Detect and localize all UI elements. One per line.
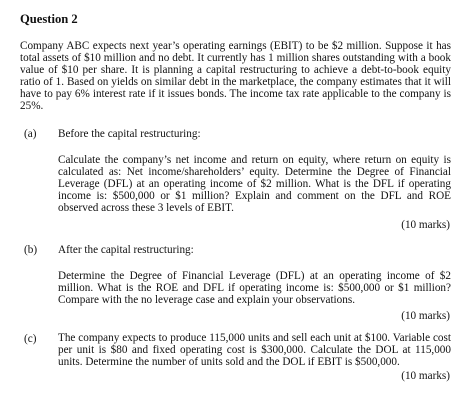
part-b-body: Determine the Degree of Financial Leverage (DFL) at an operating income of $2 million. What is the ROE and DFL if operating income is: $500,000 or $1 million? Compare with the no leverage case and explain your observations. [58, 270, 451, 306]
part-a-body: Calculate the company’s net income and return on equity, where return on equity is calculated as: Net income/shareholders’ equity. Determine the Degree of Financial Leverage (DFL) at an operating income of $2 million. What is the DFL if operating income is: $500,000 or $1 million? Explain and comment on the DFL and ROE observed across these 3 levels of EBIT. [58, 154, 451, 214]
question-title: Question 2 [20, 12, 78, 26]
part-b-marker: (b) [24, 244, 38, 256]
part-b-lead: After the capital restructuring: [58, 244, 194, 256]
part-a-lead: Before the capital restructuring: [58, 128, 201, 140]
part-c-body: The company expects to produce 115,000 units and sell each unit at $100. Variable cost per unit is $80 and fixed operating cost is $300,000. Calculate the DOL at 115,000 units. Determine the number of units sold and the DOL if EBIT is $500,000. [58, 332, 451, 368]
part-a-marks: (10 marks) [401, 219, 450, 231]
part-a-marker: (a) [24, 128, 37, 140]
part-c-marks: (10 marks) [401, 370, 450, 382]
part-c-marker: (c) [24, 333, 37, 345]
part-b-marks: (10 marks) [401, 310, 450, 322]
question-intro: Company ABC expects next year’s operating earnings (EBIT) to be $2 million. Suppose it has total assets of $10 million and no debt. It currently has 1 million shares outstanding with a book value of $10 per share. It is planning a capital restructuring to achieve a debt-to-book equity ratio of 1. Based on yields on similar debt in the marketplace, the company estimates that it will have to pay 6% interest rate if it issues bonds. The income tax rate applicable to the company is 25%. [20, 40, 451, 112]
